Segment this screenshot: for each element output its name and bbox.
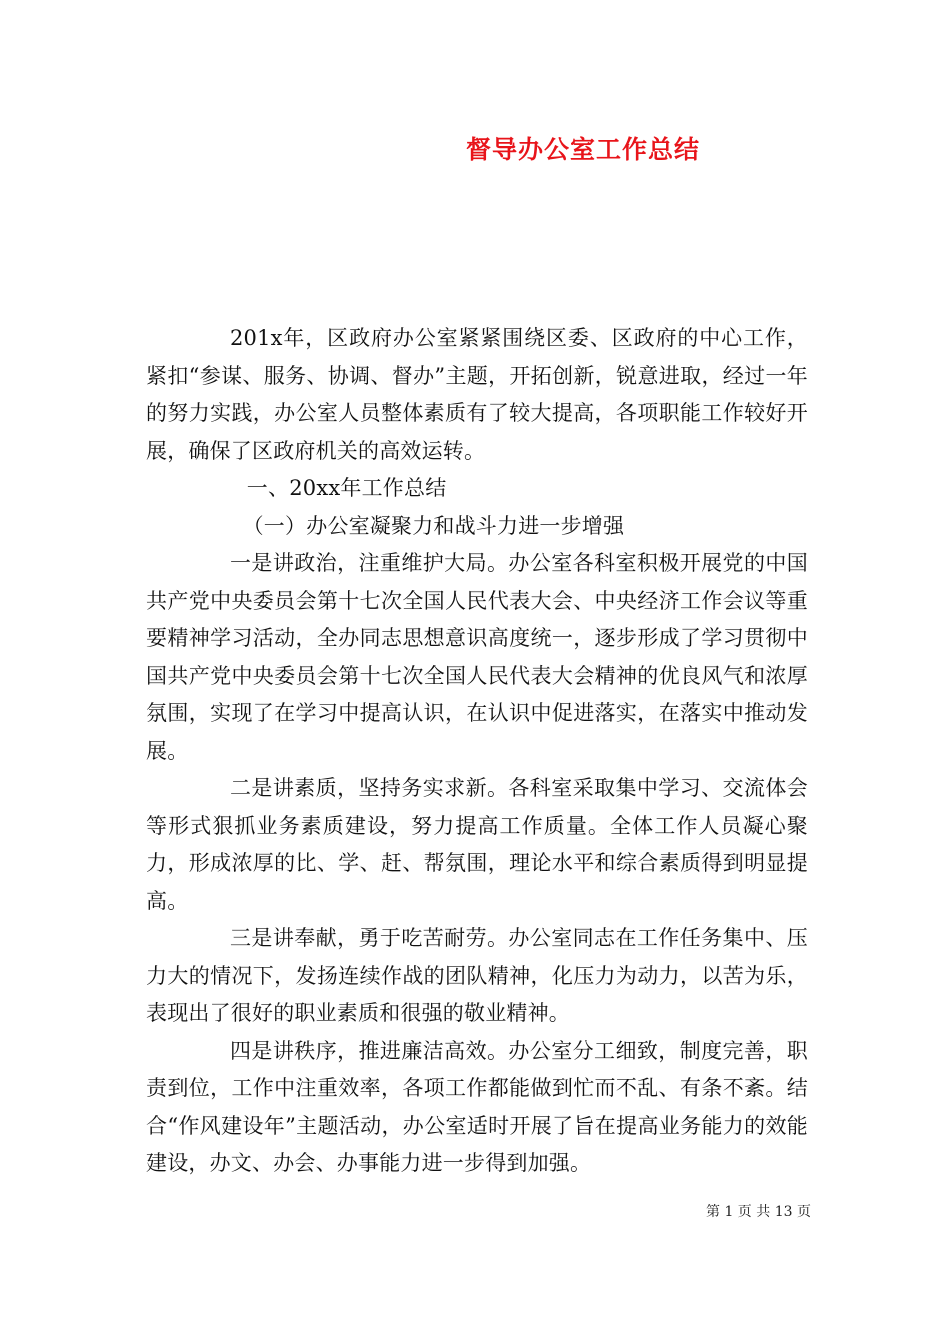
page-title: 督导办公室工作总结 — [465, 135, 700, 164]
paragraph-order: 四是讲秩序，推进廉洁高效。办公室分工细致，制度完善，职责到位，工作中注重效率，各项工作都能做到忙而不乱、有条不紊。结合“作风建设年”主题活动，办公室适时开展了旨在提高业务能力的效能建设，办文、办会、办事能力进一步得到加强。 — [146, 1038, 808, 1175]
document-body — [146, 320, 808, 1183]
paragraph-dedication: 三是讲奉献，勇于吃苦耐劳。办公室同志在工作任务集中、压力大的情况下，发扬连续作战的团队精神，化压力为动力，以苦为乐，表现出了很好的职业素质和很强的敬业精神。 — [146, 926, 808, 1025]
section-heading: 一、20xx年工作总结 — [246, 476, 447, 500]
subsection-heading: （一）办公室凝聚力和战斗力进一步增强 — [242, 513, 625, 538]
page-number-footer: 第 1 页 共 13 页 — [706, 1204, 811, 1220]
intro-paragraph: 201x年，区政府办公室紧紧围绕区委、区政府的中心工作，紧扣“参谋、服务、协调、督办”主题，开拓创新，锐意进取，经过一年的努力实践，办公室人员整体素质有了较大提高，各项职能工作较好开展，确保了区政府机关的高效运转。 — [146, 326, 808, 463]
paragraph-politics: 一是讲政治，注重维护大局。办公室各科室积极开展党的中国共产党中央委员会第十七次全国人民代表大会、中央经济工作会议等重要精神学习活动，全办同志思想意识高度统一，逐步形成了学习贯彻中国共产党中央委员会第十七次全国人民代表大会精神的优良风气和浓厚氛围，实现了在学习中提高认识，在认识中促进落实，在落实中推动发展。 — [146, 551, 808, 763]
paragraph-quality: 二是讲素质，坚持务实求新。各科室采取集中学习、交流体会等形式狠抓业务素质建设，努力提高工作质量。全体工作人员凝心聚力，形成浓厚的比、学、赶、帮氛围，理论水平和综合素质得到明显提高。 — [146, 776, 808, 913]
